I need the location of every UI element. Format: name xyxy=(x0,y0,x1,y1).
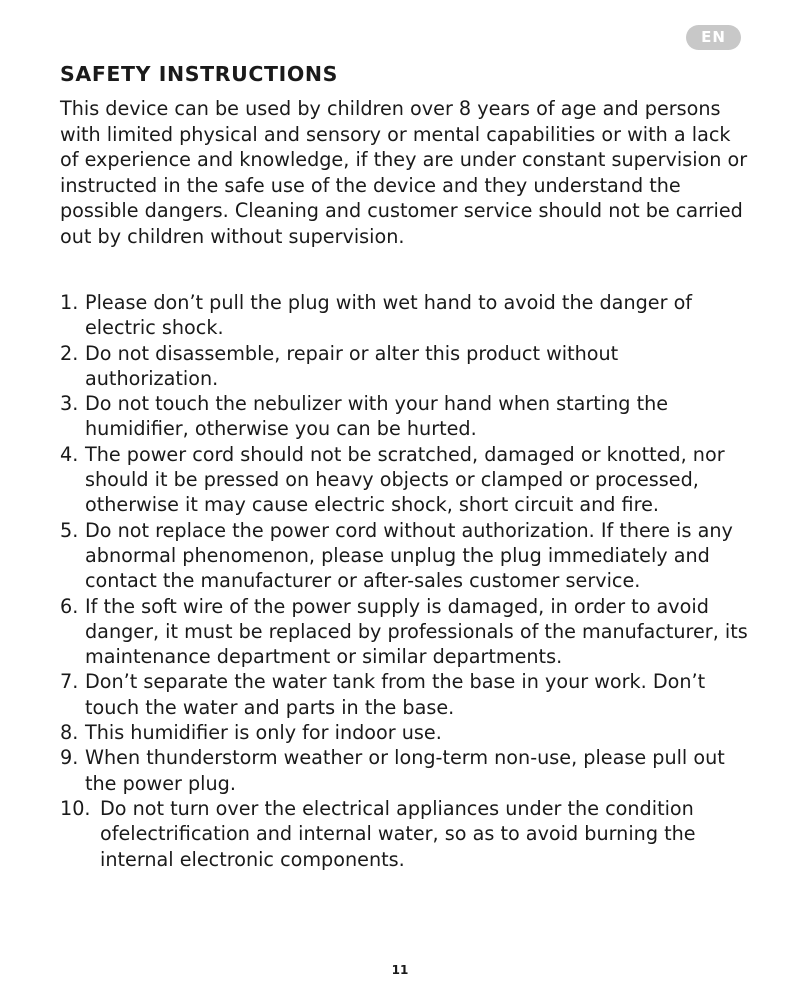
list-item xyxy=(60,669,750,720)
item-text: Don’t separate the water tank from the base in your work. Don’t touch the water and parts in the base. xyxy=(85,670,706,719)
item-number: 8. xyxy=(60,721,79,745)
list-item xyxy=(60,594,750,670)
list-item xyxy=(60,518,750,594)
item-text: This humidifier is only for indoor use. xyxy=(85,721,442,745)
item-number: 4. xyxy=(60,442,79,466)
item-text: Do not turn over the electrical appliances under the condition ofelectrification and internal water, so as to avoid burning the internal electronic components. xyxy=(100,796,696,871)
item-number: 9. xyxy=(60,746,79,770)
item-text: Do not touch the nebulizer with your hand when starting the humidifier, otherwise you can be hurted. xyxy=(85,392,669,441)
item-text: Please don’t pull the plug with wet hand to avoid the danger of electric shock. xyxy=(85,291,693,340)
page-number: 11 xyxy=(391,963,409,977)
intro-paragraph: This device can be used by children over 8 years of age and persons with limited physical and sensory or mental capabilities or with a lack of experience and knowledge, if they are under constant supervision or instructed in the safe use of the device and they understand the possible dangers. Cleaning and customer service should not be carried out by children without supervision. xyxy=(60,97,748,248)
instruction-list xyxy=(60,290,750,872)
item-text: Do not replace the power cord without authorization. If there is any abnormal phenomenon, please unplug the plug immediately and contact the manufacturer or after-sales customer service. xyxy=(85,518,733,593)
item-number: 1. xyxy=(60,291,79,314)
item-number: 6. xyxy=(60,594,79,618)
list-item xyxy=(60,796,750,872)
section-title: SAFETY INSTRUCTIONS xyxy=(60,62,338,86)
item-text: If the soft wire of the power supply is damaged, in order to avoid danger, it must be replaced by professionals of the manufacturer, its maintenance department or similar departments. xyxy=(85,594,748,669)
list-item xyxy=(60,745,750,796)
item-number: 3. xyxy=(60,392,79,416)
list-item xyxy=(60,290,750,341)
list-item xyxy=(60,442,750,518)
list-item xyxy=(60,391,750,442)
item-text: When thunderstorm weather or long-term non-use, please pull out the power plug. xyxy=(85,746,725,795)
list-item xyxy=(60,341,750,392)
item-number: 7. xyxy=(60,670,79,694)
item-number: 10. xyxy=(60,796,91,820)
list-item xyxy=(60,720,750,745)
item-text: The power cord should not be scratched, damaged or knotted, nor should it be pressed on heavy objects or clamped or processed, otherwise it may cause electric shock, short circuit and fire. xyxy=(85,442,725,517)
item-number: 5. xyxy=(60,518,79,542)
item-text: Do not disassemble, repair or alter this product without authorization. xyxy=(85,341,619,390)
item-number: 2. xyxy=(60,341,79,365)
language-badge: EN xyxy=(686,25,741,50)
